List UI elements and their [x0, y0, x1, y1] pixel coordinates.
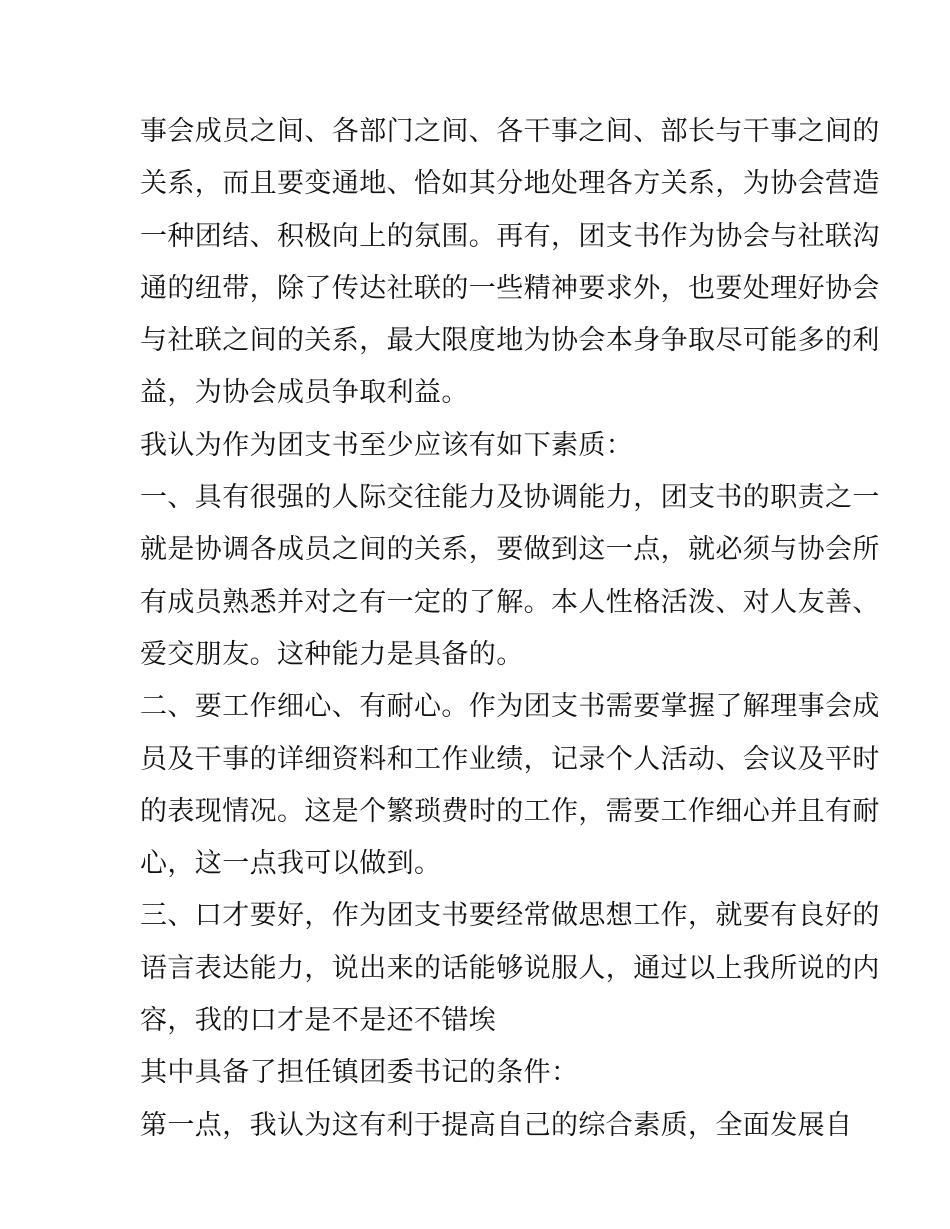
text-line: 有成员熟悉并对之有一定的了解。本人性格活泼、对人友善、: [140, 586, 880, 618]
text-line: 事会成员之间、各部门之间、各干事之间、部长与干事之间的: [140, 116, 880, 147]
text-line: 益，为协会成员争取利益。: [140, 377, 469, 409]
text-line: 就是协调各成员之间的关系，要做到这一点，就必须与协会所: [140, 534, 880, 566]
text-line: 二、要工作细心、有耐心。作为团支书需要掌握了解理事会成: [140, 691, 880, 723]
text-line: 员及干事的详细资料和工作业绩，记录个人活动、会议及平时: [140, 743, 880, 775]
text-line: 通的纽带，除了传达社联的一些精神要求外，也要处理好协会: [140, 272, 880, 304]
text-line: 我认为作为团支书至少应该有如下素质：: [140, 429, 634, 461]
text-line: 关系，而且要变通地、恰如其分地处理各方关系，为协会营造: [140, 168, 880, 200]
text-line: 其中具备了担任镇团委书记的条件：: [140, 1057, 579, 1089]
text-line: 第一点，我认为这有利于提高自己的综合素质，全面发展自: [140, 1109, 853, 1141]
text-line: 容，我的口才是不是还不错埃: [140, 1005, 497, 1037]
text-line: 一种团结、积极向上的氛围。再有，团支书作为协会与社联沟: [140, 220, 880, 252]
text-line: 一、具有很强的人际交往能力及协调能力，团支书的职责之一: [140, 482, 880, 514]
text-line: 三、口才要好，作为团支书要经常做思想工作，就要有良好的: [140, 900, 880, 932]
text-line: 的表现情况。这是个繁琐费时的工作，需要工作细心并且有耐: [140, 795, 880, 827]
text-line: 心，这一点我可以做到。: [140, 848, 442, 880]
text-line: 爱交朋友。这种能力是具备的。: [140, 638, 524, 670]
text-line: 语言表达能力，说出来的话能够说服人，通过以上我所说的内: [140, 952, 880, 984]
text-line: 与社联之间的关系，最大限度地为协会本身争取尽可能多的利: [140, 325, 880, 357]
document-body: [140, 106, 880, 1152]
